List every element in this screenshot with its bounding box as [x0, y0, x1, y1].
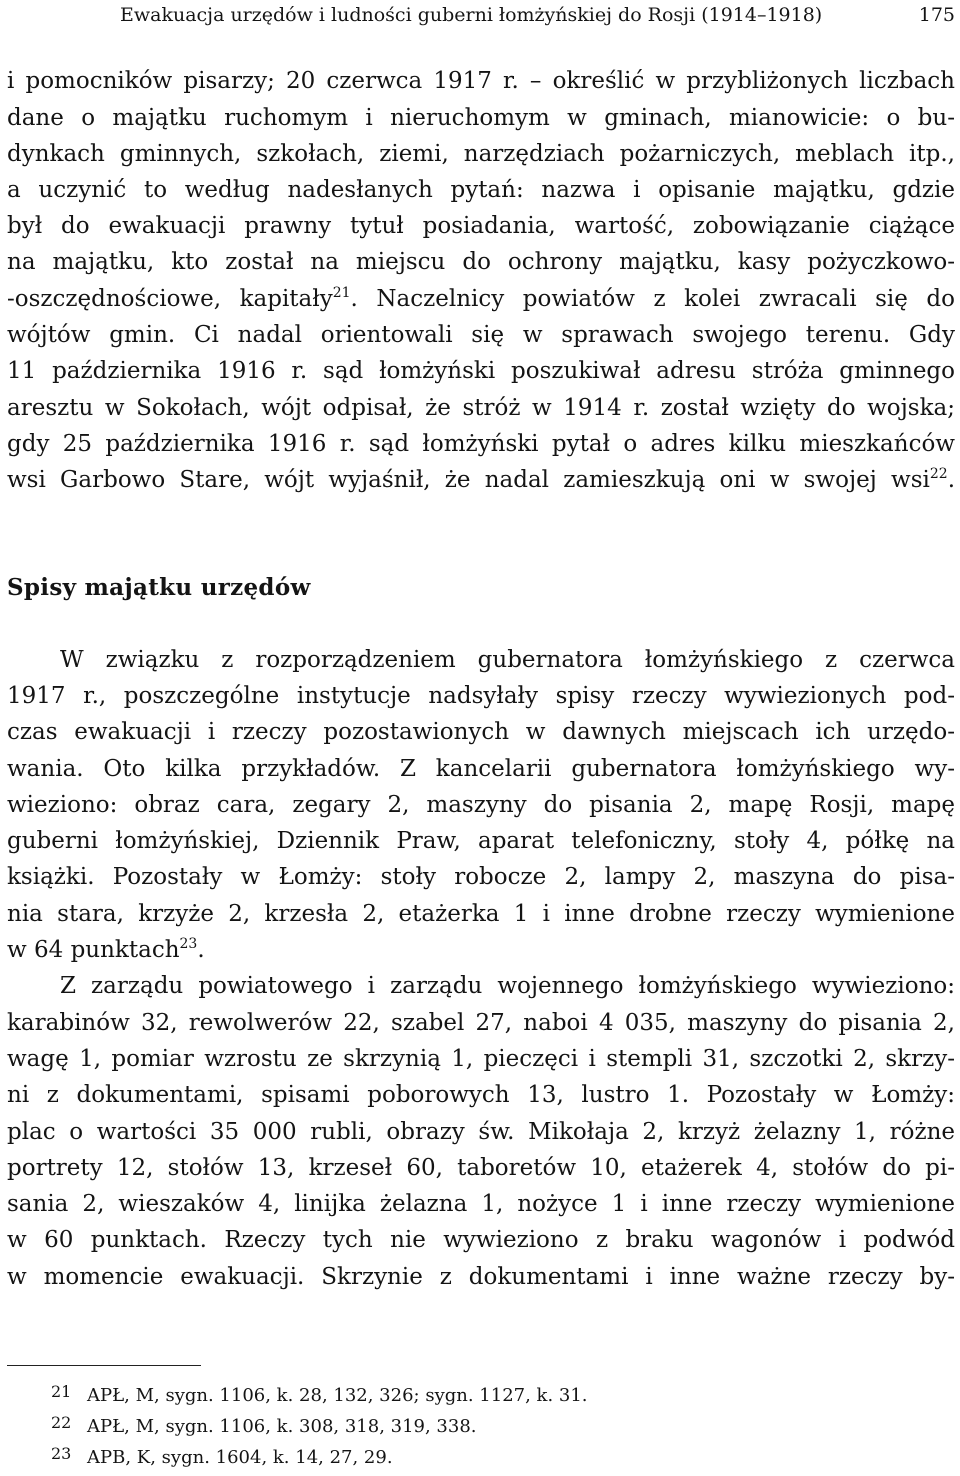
text-line: W związku z rozporządzeniem gubernatora łomżyńskiego z czerwca [60, 647, 955, 673]
page-number: 175 [918, 4, 955, 26]
text-line: wania. Oto kilka przykładów. Z kancelarii gubernatora łomżyńskiego wy- [7, 756, 955, 782]
text-line: gdy 25 października 1916 r. sąd łomżyński pytał o adres kilku mieszkańców [7, 431, 955, 457]
text-segment: -oszczędnościowe, kapitały [7, 286, 333, 312]
text-segment: w 64 punktach [7, 937, 180, 963]
text-line: 1917 r., poszczególne instytucje nadsyłały spisy rzeczy wywiezionych pod- [7, 683, 955, 709]
footnote-number: 23 [51, 1444, 72, 1463]
text-line: dane o majątku ruchomym i nieruchomym w gminach, mianowicie: o bu- [7, 105, 955, 131]
text-segment: . [197, 937, 205, 963]
text-line: w momencie ewakuacji. Skrzynie z dokumentami i inne ważne rzeczy by- [7, 1264, 955, 1290]
footnote-ref-22[interactable]: 22 [929, 466, 948, 482]
text-line: a uczynić to według nadesłanych pytań: nazwa i opisanie majątku, gdzie [7, 177, 955, 203]
footnote-text: APB, K, sygn. 1604, k. 14, 27, 29. [87, 1447, 393, 1468]
footnote-ref-23[interactable]: 23 [179, 936, 198, 952]
text-line: książki. Pozostały w Łomży: stoły robocze 2, lampy 2, maszyna do pisa- [7, 864, 955, 890]
text-line: był do ewakuacji prawny tytuł posiadania, wartość, zobowiązanie ciążące [7, 213, 955, 239]
running-head [7, 2, 955, 28]
text-line: portrety 12, stołów 13, krzeseł 60, taboretów 10, etażerek 4, stołów do pi- [7, 1155, 955, 1181]
text-line: wagę 1, pomiar wzrostu ze skrzynią 1, pieczęci i stempli 31, szczotki 2, skrzy- [7, 1046, 955, 1072]
footnote-text: APŁ, M, sygn. 1106, k. 308, 318, 319, 338. [87, 1416, 477, 1437]
text-segment: wsi Garbowo Stare, wójt wyjaśnił, że nadal zamieszkują oni w swojej wsi [7, 467, 930, 493]
text-line: wieziono: obraz cara, zegary 2, maszyny do pisania 2, mapę Rosji, mapę [7, 792, 955, 818]
text-line: plac o wartości 35 000 rubli, obrazy św. Mikołaja 2, krzyż żelazny 1, różne [7, 1119, 955, 1145]
text-line: wójtów gmin. Ci nadal orientowali się w sprawach swojego terenu. Gdy [7, 322, 955, 348]
text-line: dynkach gminnych, szkołach, ziemi, narzędziach pożarniczych, meblach itp., [7, 141, 955, 167]
text-line: ni z dokumentami, spisami poborowych 13, lustro 1. Pozostały w Łomży: [7, 1082, 955, 1108]
text-line: i pomocników pisarzy; 20 czerwca 1917 r. – określić w przybliżonych liczbach [7, 68, 955, 94]
text-line [7, 462, 955, 498]
footnote-ref-21[interactable]: 21 [332, 285, 351, 301]
running-head-title: Ewakuacja urzędów i ludności guberni łomżyńskiej do Rosji (1914–1918) [120, 4, 823, 26]
text-line: sania 2, wieszaków 4, linijka żelazna 1, nożyce 1 i inne rzeczy wymienione [7, 1191, 955, 1217]
footnote-number: 22 [51, 1413, 72, 1432]
text-line: 11 października 1916 r. sąd łomżyński poszukiwał adresu stróża gminnego [7, 358, 955, 384]
footnote [7, 1443, 955, 1473]
text-segment: . Naczelnicy powiatów z kolei zwracali się do [350, 286, 955, 312]
text-line [7, 281, 955, 317]
text-line: karabinów 32, rewolwerów 22, szabel 27, naboi 4 035, maszyny do pisania 2, [7, 1010, 955, 1036]
text-line: w 60 punktach. Rzeczy tych nie wywieziono z braku wagonów i podwód [7, 1227, 955, 1253]
text-line [7, 932, 955, 968]
text-line: aresztu w Sokołach, wójt odpisał, że stróż w 1914 r. został wzięty do wojska; [7, 395, 955, 421]
text-line: nia stara, krzyże 2, krzesła 2, etażerka 1 i inne drobne rzeczy wymienione [7, 901, 955, 927]
text-line: Z zarządu powiatowego i zarządu wojennego łomżyńskiego wywieziono: [60, 973, 955, 999]
text-segment: . [947, 467, 955, 493]
text-line: guberni łomżyńskiej, Dziennik Praw, aparat telefoniczny, stoły 4, półkę na [7, 828, 955, 854]
footnote [7, 1412, 955, 1442]
footnote [7, 1381, 955, 1411]
text-line: na majątku, kto został na miejscu do ochrony majątku, kasy pożyczkowo- [7, 249, 955, 275]
footnote-rule [7, 1365, 201, 1366]
section-heading: Spisy majątku urzędów [7, 574, 311, 601]
text-line: czas ewakuacji i rzeczy pozostawionych w dawnych miejscach ich urzędo- [7, 719, 955, 745]
footnote-number: 21 [51, 1382, 72, 1401]
footnote-text: APŁ, M, sygn. 1106, k. 28, 132, 326; sygn. 1127, k. 31. [87, 1385, 588, 1406]
